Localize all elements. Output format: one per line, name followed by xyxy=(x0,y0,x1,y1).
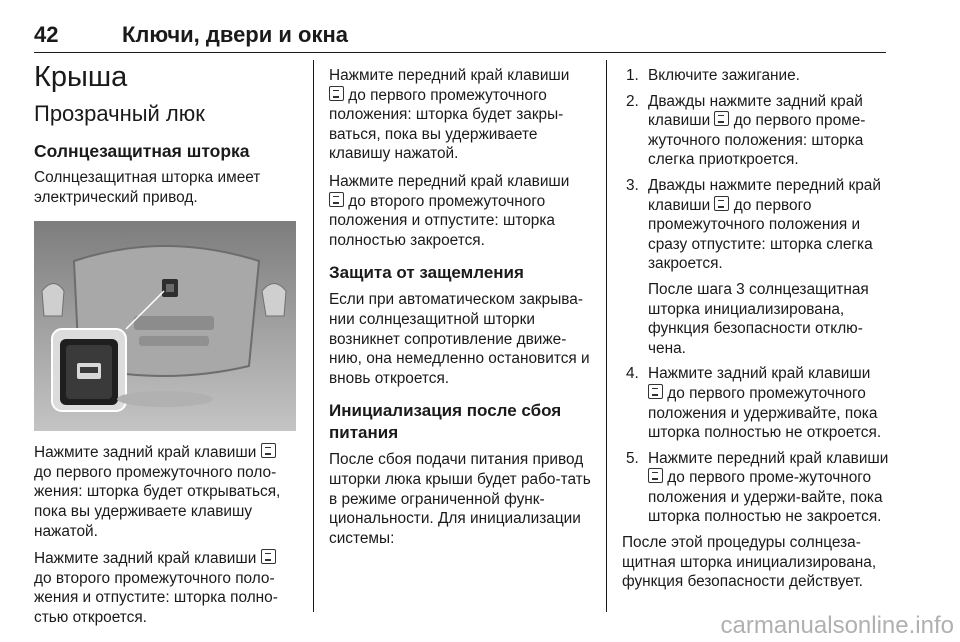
paragraph-close-hold: Нажмите передний край клавиши до первого промежуточного положения: шторка будет закры-ваться, пока вы удерживаете клавишу нажатой. xyxy=(329,67,570,163)
sunshade-key-icon xyxy=(648,384,663,399)
sunshade-key-icon xyxy=(329,192,344,207)
paragraph-open-hold: Нажмите задний край клавиши до первого промежуточного поло-жения: шторка будет открываться, пока вы удерживаете клавишу нажатой. xyxy=(34,444,281,540)
list-item: 1. Включите зажигание. xyxy=(626,67,800,84)
list-item: 2. Дважды нажмите задний край клавиши до первого проме-жуточного положения: шторка слегка приоткроется. xyxy=(626,92,866,169)
list-item: 5. Нажмите передний край клавиши до первого проме-жуточного положения и удержи-вайте, пока шторка полностью не закроется. xyxy=(626,449,889,526)
column-divider xyxy=(606,60,607,612)
sunshade-key-icon xyxy=(261,549,276,564)
paragraph-open-full: Нажмите задний край клавиши до второго промежуточного поло-жения и отпустите: шторка полно-стью откроется. xyxy=(34,550,278,626)
page-number: 42 xyxy=(34,22,59,47)
sunroof-switch-illustration xyxy=(34,221,296,431)
topic-heading: Солнцезащитная шторка xyxy=(34,141,250,161)
list-item: 3. Дважды нажмите передний край клавиши до первого промежуточного положения и сразу отпустите: шторка слегка закроется. После шага 3 солнцезащитная шторка инициализирована, функция безопасности отклю-чена. xyxy=(622,176,890,358)
column-divider xyxy=(313,60,314,612)
sunshade-key-icon xyxy=(714,196,729,211)
page-header xyxy=(34,22,886,53)
column-1 xyxy=(34,60,296,636)
step-3-note: После шага 3 солнцезащитная шторка инициализирована, функция безопасности отклю-чена. xyxy=(648,280,869,357)
watermark: carmanualsonline.info xyxy=(720,612,954,639)
chapter-title: Ключи, двери и окна xyxy=(122,22,348,47)
pinch-protection-text: Если при автоматическом закрыва-нии солнцезащитной шторки возникнет сопротивление движе-нию, она немедленно остановится и вновь откроется. xyxy=(329,291,590,387)
paragraph-close-full: Нажмите передний край клавиши до второго промежуточного положения и отпустите: шторка полностью закроется. xyxy=(329,172,570,249)
sunshade-key-icon xyxy=(261,443,276,458)
final-note: После этой процедуры солнцеза-щитная шторка инициализирована, функция безопасности действует. xyxy=(622,534,877,591)
initialization-heading: Инициализация после сбоя питания xyxy=(329,401,562,443)
sunshade-key-icon xyxy=(714,111,729,126)
list-item: 4. Нажмите задний край клавиши до первого промежуточного положения и удерживайте, пока шторка полностью не откроется. xyxy=(626,365,882,442)
sunshade-key-icon xyxy=(648,468,663,483)
initialization-text: После сбоя подачи питания привод шторки люка крыши будет рабо-тать в режиме ограниченной функ-циональности. Для инициализации системы: xyxy=(329,451,591,547)
initialization-steps xyxy=(622,66,890,527)
column-3 xyxy=(622,66,890,600)
subsection-title: Прозрачный люк xyxy=(34,101,205,126)
section-title: Крыша xyxy=(34,61,128,93)
pinch-protection-heading: Защита от защемления xyxy=(329,263,524,283)
sunshade-key-icon xyxy=(329,86,344,101)
sunroof-photo xyxy=(34,221,296,431)
column-2 xyxy=(329,66,591,556)
intro-text: Солнцезащитная шторка имеет электрический привод. xyxy=(34,169,261,206)
